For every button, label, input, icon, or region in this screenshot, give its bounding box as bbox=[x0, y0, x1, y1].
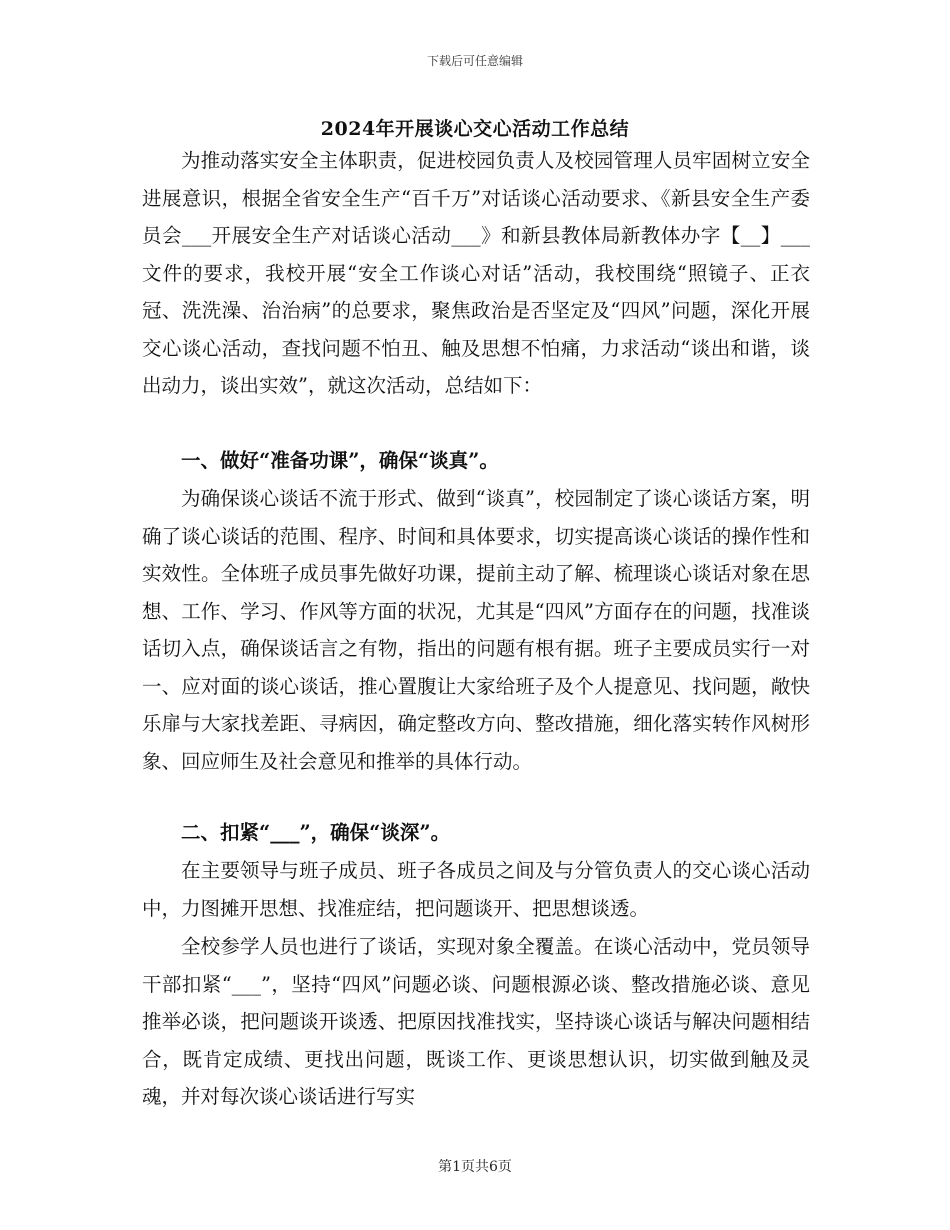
section-1-heading: 一、做好“准备功课”，确保“谈真”。 bbox=[181, 449, 499, 472]
page-number: 第1页共6页 bbox=[438, 1159, 512, 1175]
section-2-paragraph-2: 全校参学人员也进行了谈话，实现对象全覆盖。在谈心活动中，党员领导干部扣紧“___”，坚持“四风”问题必谈、问题根源必谈、整改措施必谈、意见推举必谈，把问题谈开谈透、把原因找准找实，坚持谈心谈话与解决问题相结合，既肯定成绩、更找出问题，既谈工作、更谈思想认识，切实做到触及灵魂，并对每次谈心谈话进行写实 bbox=[142, 935, 810, 1108]
section-2-heading: 二、扣紧“___”，确保“谈深”。 bbox=[181, 821, 451, 844]
intro-paragraph: 为推动落实安全主体职责，促进校园负责人及校园管理人员牢固树立安全进展意识，根据全省安全生产“百千万”对话谈心活动要求、《新县安全生产委员会___开展安全生产对话谈心活动___》和新县教体局新教体办字【__】___文件的要求，我校开展“安全工作谈心对话”活动，我校围绕“照镜子、正衣冠、洗洗澡、治治病”的总要求，聚焦政治是否坚定及“四风”问题，深化开展交心谈心活动，查找问题不怕丑、触及思想不怕痛，力求活动“谈出和谐，谈出动力，谈出实效”，就这次活动，总结如下： bbox=[142, 149, 810, 397]
document-title: 2024年开展谈心交心活动工作总结 bbox=[320, 118, 630, 140]
section-2-paragraph-1: 在主要领导与班子成员、班子各成员之间及与分管负责人的交心谈心活动中，力图摊开思想、找准症结，把问题谈开、把思想谈透。 bbox=[142, 859, 810, 920]
header-note: 下载后可任意编辑 bbox=[426, 54, 523, 68]
section-1-paragraph: 为确保谈心谈话不流于形式、做到“谈真”，校园制定了谈心谈话方案，明确了谈心谈话的范围、程序、时间和具体要求，切实提高谈心谈话的操作性和实效性。全体班子成员事先做好功课，提前主动了解、梳理谈心谈话对象在思想、工作、学习、作风等方面的状况，尤其是“四风”方面存在的问题，找准谈话切入点，确保谈话言之有物，指出的问题有根有据。班子主要成员实行一对一、应对面的谈心谈话，推心置腹让大家给班子及个人提意见、找问题，敞快乐扉与大家找差距、寻病因，确定整改方向、整改措施，细化落实转作风树形象、回应师生及社会意见和推举的具体行动。 bbox=[142, 487, 810, 773]
